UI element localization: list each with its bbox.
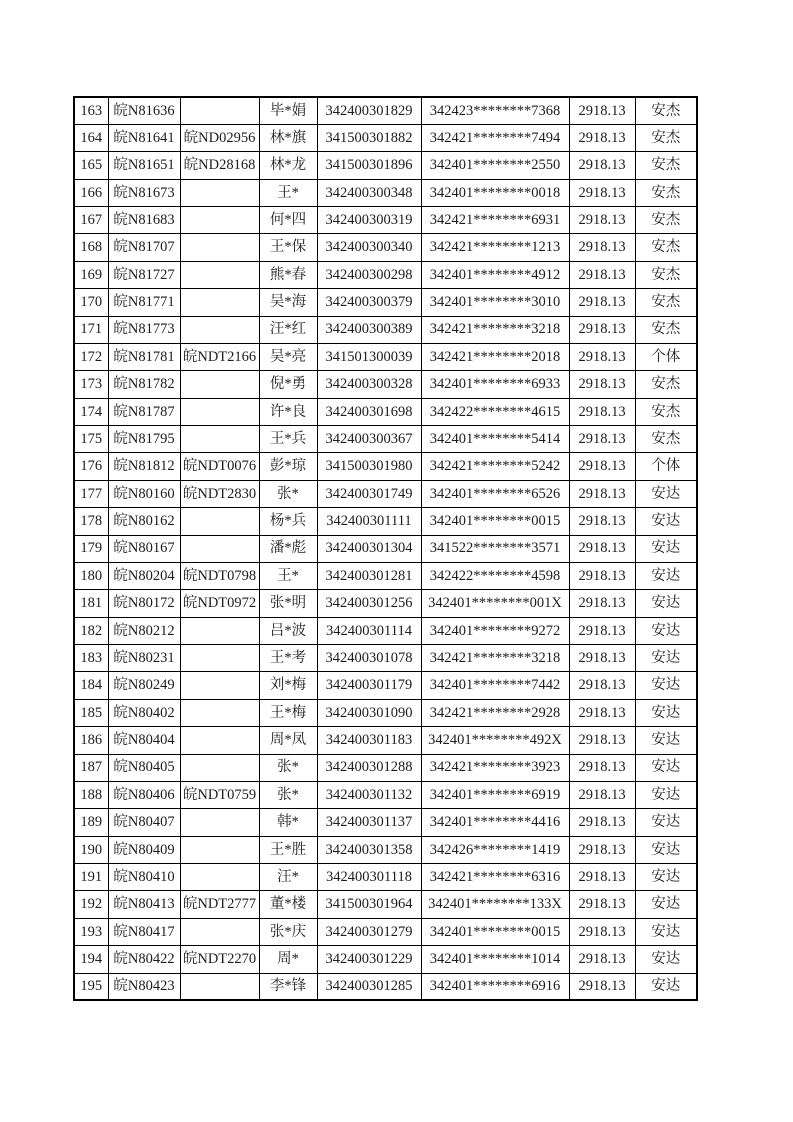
vehicle-plate-cell: 皖N81795 [108, 426, 180, 453]
masked-id-number-cell: 342401********9272 [421, 617, 569, 644]
vehicle-plate-cell: 皖N81771 [108, 289, 180, 316]
amount-cell: 2918.13 [569, 508, 635, 535]
sequence-number-cell: 174 [74, 398, 108, 425]
certificate-number-cell: 342400300340 [317, 234, 421, 261]
amount-cell: 2918.13 [569, 152, 635, 179]
company-cell: 安达 [635, 891, 697, 918]
company-cell: 安达 [635, 946, 697, 973]
certificate-number-cell: 342400301279 [317, 918, 421, 945]
masked-id-number-cell: 342401********6933 [421, 371, 569, 398]
company-cell: 安达 [635, 973, 697, 1000]
masked-name-cell: 林*旗 [259, 124, 317, 151]
sequence-number-cell: 163 [74, 97, 108, 124]
table-row [74, 672, 697, 699]
trailer-plate-cell [180, 699, 259, 726]
table-row [74, 179, 697, 206]
trailer-plate-cell [180, 836, 259, 863]
masked-id-number-cell: 342421********1213 [421, 234, 569, 261]
masked-id-number-cell: 342426********1419 [421, 836, 569, 863]
company-cell: 安杰 [635, 207, 697, 234]
table-row [74, 343, 697, 370]
masked-id-number-cell: 342401********4416 [421, 809, 569, 836]
vehicle-plate-cell: 皖N81707 [108, 234, 180, 261]
amount-cell: 2918.13 [569, 727, 635, 754]
sequence-number-cell: 165 [74, 152, 108, 179]
certificate-number-cell: 341500301964 [317, 891, 421, 918]
masked-name-cell: 毕*娟 [259, 97, 317, 124]
sequence-number-cell: 171 [74, 316, 108, 343]
amount-cell: 2918.13 [569, 343, 635, 370]
masked-id-number-cell: 342421********3218 [421, 645, 569, 672]
trailer-plate-cell [180, 207, 259, 234]
trailer-plate-cell [180, 918, 259, 945]
trailer-plate-cell [180, 645, 259, 672]
vehicle-plate-cell: 皖N80231 [108, 645, 180, 672]
sequence-number-cell: 180 [74, 562, 108, 589]
sequence-number-cell: 177 [74, 480, 108, 507]
company-cell: 安达 [635, 727, 697, 754]
table-row [74, 234, 697, 261]
masked-id-number-cell: 342421********2018 [421, 343, 569, 370]
trailer-plate-cell [180, 754, 259, 781]
company-cell: 安达 [635, 562, 697, 589]
masked-name-cell: 倪*勇 [259, 371, 317, 398]
company-cell: 安杰 [635, 289, 697, 316]
masked-id-number-cell: 342401********2550 [421, 152, 569, 179]
masked-id-number-cell: 342401********4912 [421, 261, 569, 288]
masked-name-cell: 张* [259, 754, 317, 781]
masked-id-number-cell: 342401********492X [421, 727, 569, 754]
amount-cell: 2918.13 [569, 289, 635, 316]
table-row [74, 754, 697, 781]
sequence-number-cell: 189 [74, 809, 108, 836]
table-row [74, 645, 697, 672]
amount-cell: 2918.13 [569, 754, 635, 781]
vehicle-plate-cell: 皖N80172 [108, 590, 180, 617]
trailer-plate-cell [180, 973, 259, 1000]
table-row [74, 699, 697, 726]
sequence-number-cell: 176 [74, 453, 108, 480]
masked-name-cell: 李*锋 [259, 973, 317, 1000]
vehicle-plate-cell: 皖N80409 [108, 836, 180, 863]
masked-id-number-cell: 342401********1014 [421, 946, 569, 973]
vehicle-plate-cell: 皖N80410 [108, 864, 180, 891]
masked-name-cell: 张* [259, 781, 317, 808]
table-row [74, 781, 697, 808]
table-row [74, 371, 697, 398]
vehicle-plate-cell: 皖N81651 [108, 152, 180, 179]
certificate-number-cell: 342400301285 [317, 973, 421, 1000]
company-cell: 安杰 [635, 179, 697, 206]
certificate-number-cell: 342400300348 [317, 179, 421, 206]
masked-name-cell: 王*考 [259, 645, 317, 672]
masked-id-number-cell: 342401********5414 [421, 426, 569, 453]
vehicle-plate-cell: 皖N80423 [108, 973, 180, 1000]
masked-name-cell: 周* [259, 946, 317, 973]
table-row [74, 508, 697, 535]
certificate-number-cell: 342400301229 [317, 946, 421, 973]
company-cell: 安杰 [635, 152, 697, 179]
masked-id-number-cell: 342422********4598 [421, 562, 569, 589]
certificate-number-cell: 341500301896 [317, 152, 421, 179]
amount-cell: 2918.13 [569, 864, 635, 891]
masked-name-cell: 董*楼 [259, 891, 317, 918]
masked-name-cell: 王*梅 [259, 699, 317, 726]
amount-cell: 2918.13 [569, 891, 635, 918]
vehicle-plate-cell: 皖N80204 [108, 562, 180, 589]
amount-cell: 2918.13 [569, 97, 635, 124]
trailer-plate-cell [180, 809, 259, 836]
table-row [74, 836, 697, 863]
vehicle-roster-table [73, 96, 698, 1001]
certificate-number-cell: 342400301358 [317, 836, 421, 863]
table-row [74, 453, 697, 480]
table-row [74, 891, 697, 918]
company-cell: 安杰 [635, 316, 697, 343]
masked-name-cell: 韩* [259, 809, 317, 836]
certificate-number-cell: 342400301281 [317, 562, 421, 589]
company-cell: 安杰 [635, 124, 697, 151]
masked-id-number-cell: 342421********7494 [421, 124, 569, 151]
masked-name-cell: 王* [259, 562, 317, 589]
table-row [74, 973, 697, 1000]
company-cell: 个体 [635, 453, 697, 480]
table-row [74, 261, 697, 288]
vehicle-plate-cell: 皖N81787 [108, 398, 180, 425]
amount-cell: 2918.13 [569, 781, 635, 808]
masked-id-number-cell: 342421********2928 [421, 699, 569, 726]
trailer-plate-cell [180, 234, 259, 261]
vehicle-plate-cell: 皖N80407 [108, 809, 180, 836]
sequence-number-cell: 192 [74, 891, 108, 918]
certificate-number-cell: 342400301132 [317, 781, 421, 808]
masked-name-cell: 王* [259, 179, 317, 206]
company-cell: 安杰 [635, 371, 697, 398]
sequence-number-cell: 169 [74, 261, 108, 288]
vehicle-plate-cell: 皖N81782 [108, 371, 180, 398]
masked-id-number-cell: 342401********001X [421, 590, 569, 617]
masked-name-cell: 汪* [259, 864, 317, 891]
table-row [74, 289, 697, 316]
table-row [74, 207, 697, 234]
certificate-number-cell: 342400301118 [317, 864, 421, 891]
certificate-number-cell: 341500301882 [317, 124, 421, 151]
sequence-number-cell: 172 [74, 343, 108, 370]
trailer-plate-cell: 皖NDT2270 [180, 946, 259, 973]
amount-cell: 2918.13 [569, 480, 635, 507]
vehicle-plate-cell: 皖N81683 [108, 207, 180, 234]
masked-name-cell: 许*良 [259, 398, 317, 425]
amount-cell: 2918.13 [569, 207, 635, 234]
masked-id-number-cell: 342421********6931 [421, 207, 569, 234]
trailer-plate-cell [180, 398, 259, 425]
company-cell: 安达 [635, 918, 697, 945]
certificate-number-cell: 342400301256 [317, 590, 421, 617]
vehicle-plate-cell: 皖N80167 [108, 535, 180, 562]
amount-cell: 2918.13 [569, 562, 635, 589]
amount-cell: 2918.13 [569, 453, 635, 480]
certificate-number-cell: 342400300328 [317, 371, 421, 398]
table-row [74, 152, 697, 179]
masked-name-cell: 汪*红 [259, 316, 317, 343]
vehicle-plate-cell: 皖N81781 [108, 343, 180, 370]
trailer-plate-cell [180, 672, 259, 699]
masked-id-number-cell: 342401********0018 [421, 179, 569, 206]
certificate-number-cell: 342400301749 [317, 480, 421, 507]
company-cell: 安达 [635, 809, 697, 836]
sequence-number-cell: 178 [74, 508, 108, 535]
company-cell: 安达 [635, 754, 697, 781]
masked-name-cell: 王*胜 [259, 836, 317, 863]
table-row [74, 535, 697, 562]
amount-cell: 2918.13 [569, 371, 635, 398]
certificate-number-cell: 342400301137 [317, 809, 421, 836]
trailer-plate-cell [180, 508, 259, 535]
vehicle-plate-cell: 皖N81812 [108, 453, 180, 480]
company-cell: 安杰 [635, 398, 697, 425]
masked-name-cell: 杨*兵 [259, 508, 317, 535]
company-cell: 安达 [635, 617, 697, 644]
vehicle-plate-cell: 皖N80212 [108, 617, 180, 644]
masked-name-cell: 张* [259, 480, 317, 507]
certificate-number-cell: 342400300367 [317, 426, 421, 453]
company-cell: 安达 [635, 864, 697, 891]
masked-name-cell: 潘*彪 [259, 535, 317, 562]
amount-cell: 2918.13 [569, 617, 635, 644]
certificate-number-cell: 342400301304 [317, 535, 421, 562]
masked-name-cell: 林*龙 [259, 152, 317, 179]
certificate-number-cell: 342400301111 [317, 508, 421, 535]
masked-name-cell: 彭*琼 [259, 453, 317, 480]
sequence-number-cell: 179 [74, 535, 108, 562]
sequence-number-cell: 194 [74, 946, 108, 973]
vehicle-plate-cell: 皖N81641 [108, 124, 180, 151]
amount-cell: 2918.13 [569, 398, 635, 425]
trailer-plate-cell [180, 179, 259, 206]
amount-cell: 2918.13 [569, 672, 635, 699]
trailer-plate-cell [180, 426, 259, 453]
company-cell: 安杰 [635, 261, 697, 288]
table-row [74, 398, 697, 425]
company-cell: 安杰 [635, 234, 697, 261]
vehicle-plate-cell: 皖N80404 [108, 727, 180, 754]
sequence-number-cell: 185 [74, 699, 108, 726]
sequence-number-cell: 181 [74, 590, 108, 617]
certificate-number-cell: 341501300039 [317, 343, 421, 370]
certificate-number-cell: 341500301980 [317, 453, 421, 480]
masked-id-number-cell: 341522********3571 [421, 535, 569, 562]
vehicle-plate-cell: 皖N80405 [108, 754, 180, 781]
masked-name-cell: 熊*春 [259, 261, 317, 288]
amount-cell: 2918.13 [569, 234, 635, 261]
sequence-number-cell: 184 [74, 672, 108, 699]
vehicle-plate-cell: 皖N80249 [108, 672, 180, 699]
amount-cell: 2918.13 [569, 179, 635, 206]
trailer-plate-cell [180, 617, 259, 644]
certificate-number-cell: 342400300379 [317, 289, 421, 316]
trailer-plate-cell: 皖NDT0798 [180, 562, 259, 589]
amount-cell: 2918.13 [569, 918, 635, 945]
masked-id-number-cell: 342401********3010 [421, 289, 569, 316]
sequence-number-cell: 175 [74, 426, 108, 453]
company-cell: 安达 [635, 480, 697, 507]
vehicle-plate-cell: 皖N80160 [108, 480, 180, 507]
sequence-number-cell: 170 [74, 289, 108, 316]
sequence-number-cell: 195 [74, 973, 108, 1000]
masked-name-cell: 何*四 [259, 207, 317, 234]
masked-name-cell: 吕*波 [259, 617, 317, 644]
company-cell: 个体 [635, 343, 697, 370]
masked-name-cell: 张*庆 [259, 918, 317, 945]
table-row [74, 562, 697, 589]
company-cell: 安达 [635, 781, 697, 808]
trailer-plate-cell: 皖ND28168 [180, 152, 259, 179]
masked-name-cell: 张*明 [259, 590, 317, 617]
masked-name-cell: 吴*亮 [259, 343, 317, 370]
certificate-number-cell: 342400300298 [317, 261, 421, 288]
table-row [74, 617, 697, 644]
certificate-number-cell: 342400301288 [317, 754, 421, 781]
trailer-plate-cell: 皖ND02956 [180, 124, 259, 151]
sequence-number-cell: 173 [74, 371, 108, 398]
masked-name-cell: 王*兵 [259, 426, 317, 453]
vehicle-roster-body [74, 97, 697, 1000]
masked-id-number-cell: 342421********6316 [421, 864, 569, 891]
masked-name-cell: 周*凤 [259, 727, 317, 754]
certificate-number-cell: 342400301090 [317, 699, 421, 726]
amount-cell: 2918.13 [569, 261, 635, 288]
vehicle-plate-cell: 皖N80162 [108, 508, 180, 535]
vehicle-plate-cell: 皖N81773 [108, 316, 180, 343]
vehicle-plate-cell: 皖N81673 [108, 179, 180, 206]
trailer-plate-cell: 皖NDT0076 [180, 453, 259, 480]
sequence-number-cell: 188 [74, 781, 108, 808]
company-cell: 安达 [635, 645, 697, 672]
sequence-number-cell: 166 [74, 179, 108, 206]
trailer-plate-cell [180, 261, 259, 288]
masked-id-number-cell: 342401********0015 [421, 508, 569, 535]
sequence-number-cell: 164 [74, 124, 108, 151]
company-cell: 安达 [635, 672, 697, 699]
vehicle-plate-cell: 皖N80417 [108, 918, 180, 945]
masked-id-number-cell: 342423********7368 [421, 97, 569, 124]
certificate-number-cell: 342400301698 [317, 398, 421, 425]
sequence-number-cell: 191 [74, 864, 108, 891]
certificate-number-cell: 342400300319 [317, 207, 421, 234]
company-cell: 安达 [635, 508, 697, 535]
masked-id-number-cell: 342401********7442 [421, 672, 569, 699]
table-row [74, 918, 697, 945]
certificate-number-cell: 342400301829 [317, 97, 421, 124]
table-row [74, 426, 697, 453]
amount-cell: 2918.13 [569, 645, 635, 672]
trailer-plate-cell [180, 535, 259, 562]
masked-id-number-cell: 342401********6919 [421, 781, 569, 808]
amount-cell: 2918.13 [569, 535, 635, 562]
trailer-plate-cell: 皖NDT2166 [180, 343, 259, 370]
amount-cell: 2918.13 [569, 699, 635, 726]
vehicle-plate-cell: 皖N81727 [108, 261, 180, 288]
vehicle-plate-cell: 皖N81636 [108, 97, 180, 124]
masked-id-number-cell: 342401********6916 [421, 973, 569, 1000]
vehicle-plate-cell: 皖N80422 [108, 946, 180, 973]
table-row [74, 864, 697, 891]
sequence-number-cell: 168 [74, 234, 108, 261]
masked-id-number-cell: 342422********4615 [421, 398, 569, 425]
trailer-plate-cell: 皖NDT2777 [180, 891, 259, 918]
trailer-plate-cell [180, 97, 259, 124]
amount-cell: 2918.13 [569, 426, 635, 453]
trailer-plate-cell [180, 371, 259, 398]
sequence-number-cell: 183 [74, 645, 108, 672]
masked-id-number-cell: 342401********6526 [421, 480, 569, 507]
trailer-plate-cell [180, 727, 259, 754]
table-row [74, 946, 697, 973]
masked-id-number-cell: 342421********3218 [421, 316, 569, 343]
certificate-number-cell: 342400300389 [317, 316, 421, 343]
sequence-number-cell: 167 [74, 207, 108, 234]
amount-cell: 2918.13 [569, 809, 635, 836]
trailer-plate-cell: 皖NDT0759 [180, 781, 259, 808]
trailer-plate-cell: 皖NDT2830 [180, 480, 259, 507]
table-row [74, 124, 697, 151]
amount-cell: 2918.13 [569, 946, 635, 973]
certificate-number-cell: 342400301078 [317, 645, 421, 672]
table-row [74, 727, 697, 754]
company-cell: 安杰 [635, 426, 697, 453]
table-row [74, 97, 697, 124]
masked-name-cell: 刘*梅 [259, 672, 317, 699]
table-row [74, 316, 697, 343]
amount-cell: 2918.13 [569, 836, 635, 863]
company-cell: 安达 [635, 535, 697, 562]
certificate-number-cell: 342400301114 [317, 617, 421, 644]
certificate-number-cell: 342400301183 [317, 727, 421, 754]
company-cell: 安达 [635, 590, 697, 617]
sequence-number-cell: 187 [74, 754, 108, 781]
amount-cell: 2918.13 [569, 124, 635, 151]
sequence-number-cell: 193 [74, 918, 108, 945]
trailer-plate-cell: 皖NDT0972 [180, 590, 259, 617]
masked-id-number-cell: 342401********0015 [421, 918, 569, 945]
table-row [74, 809, 697, 836]
masked-name-cell: 王*保 [259, 234, 317, 261]
vehicle-plate-cell: 皖N80413 [108, 891, 180, 918]
amount-cell: 2918.13 [569, 973, 635, 1000]
table-row [74, 590, 697, 617]
amount-cell: 2918.13 [569, 590, 635, 617]
company-cell: 安达 [635, 699, 697, 726]
company-cell: 安达 [635, 836, 697, 863]
amount-cell: 2918.13 [569, 316, 635, 343]
sequence-number-cell: 190 [74, 836, 108, 863]
sequence-number-cell: 182 [74, 617, 108, 644]
sequence-number-cell: 186 [74, 727, 108, 754]
masked-id-number-cell: 342421********5242 [421, 453, 569, 480]
masked-name-cell: 吴*海 [259, 289, 317, 316]
certificate-number-cell: 342400301179 [317, 672, 421, 699]
masked-id-number-cell: 342421********3923 [421, 754, 569, 781]
company-cell: 安杰 [635, 97, 697, 124]
masked-id-number-cell: 342401********133X [421, 891, 569, 918]
trailer-plate-cell [180, 864, 259, 891]
trailer-plate-cell [180, 316, 259, 343]
vehicle-plate-cell: 皖N80406 [108, 781, 180, 808]
trailer-plate-cell [180, 289, 259, 316]
vehicle-plate-cell: 皖N80402 [108, 699, 180, 726]
table-row [74, 480, 697, 507]
